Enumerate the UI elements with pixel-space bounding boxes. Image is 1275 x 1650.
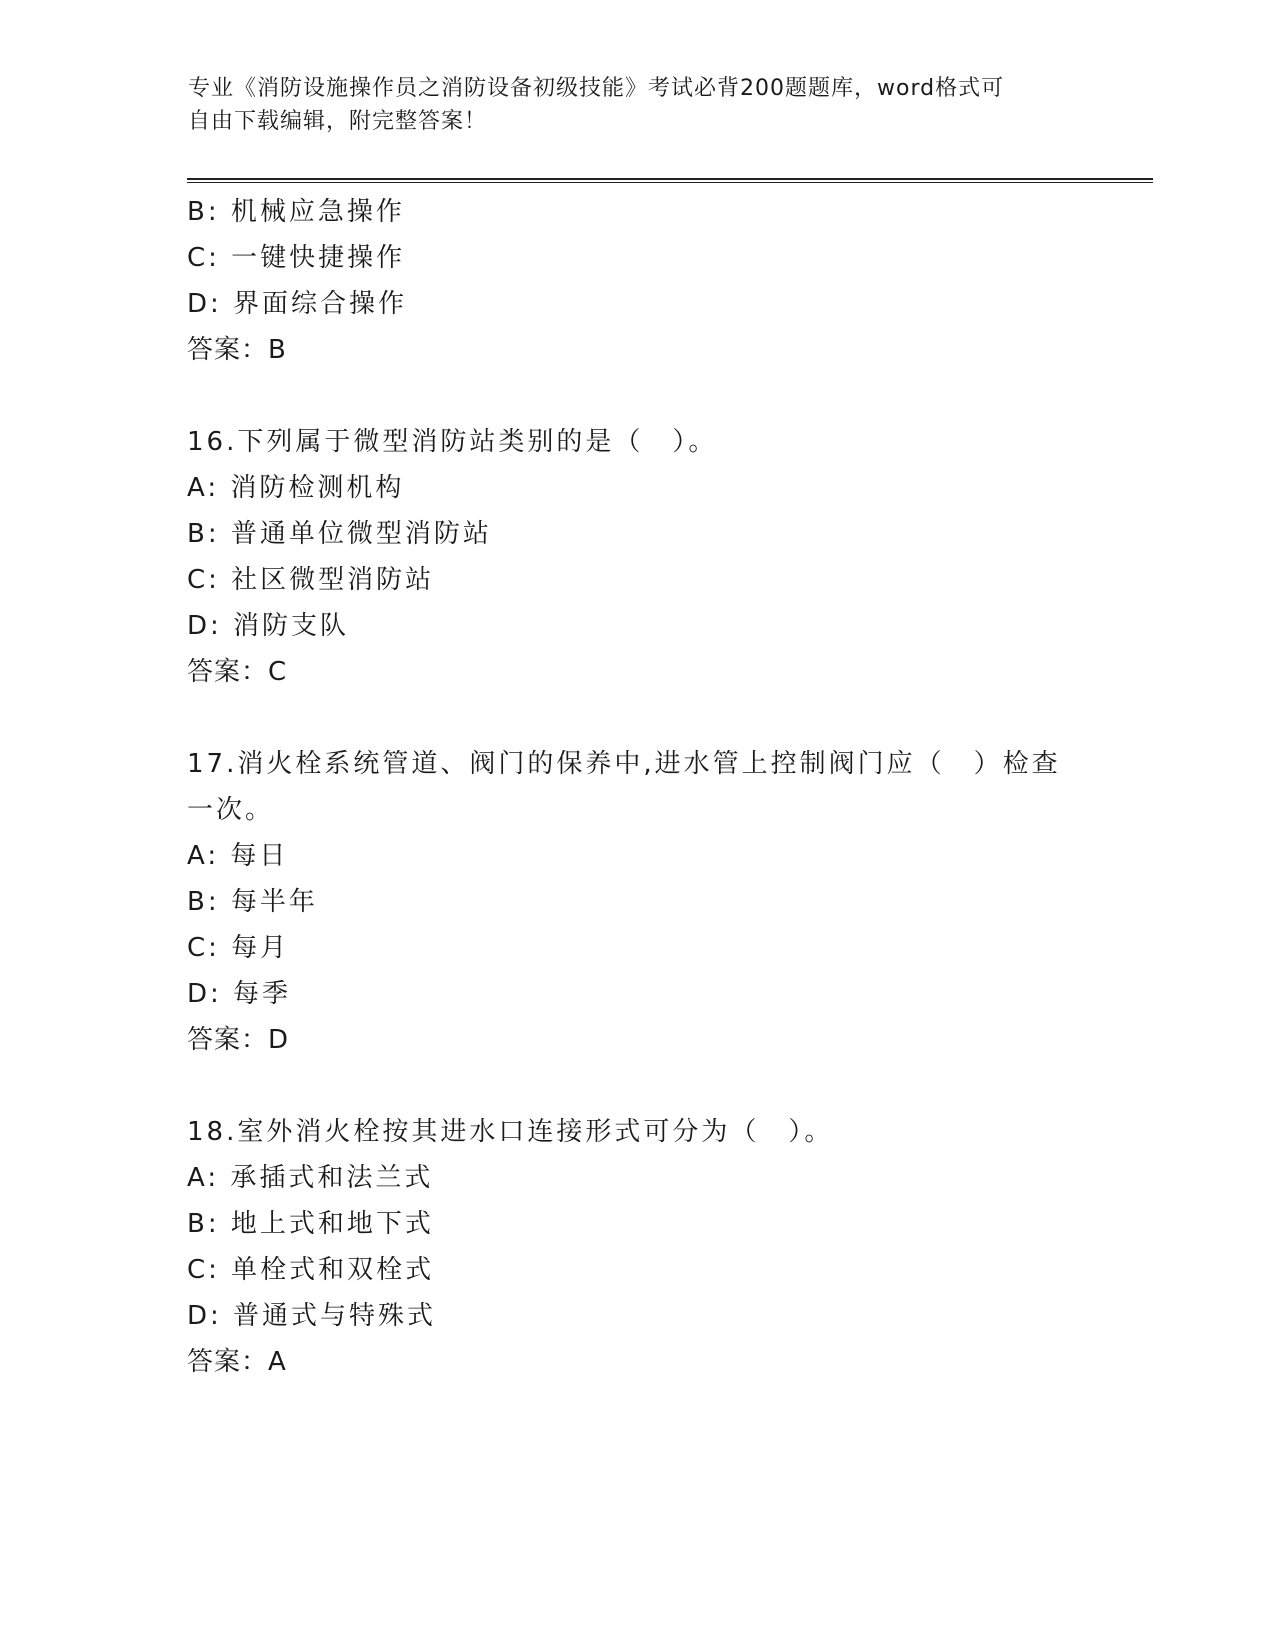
option-d: D: 每季 <box>187 979 292 1009</box>
option-a: A: 承插式和法兰式 <box>187 1163 434 1193</box>
option-d: D: 普通式与特殊式 <box>187 1301 437 1331</box>
question-list <box>187 189 1087 1385</box>
question-16 <box>187 419 1087 695</box>
answer-line: 答案：A <box>187 1347 287 1377</box>
option-b: B: 普通单位微型消防站 <box>187 519 492 549</box>
question-17 <box>187 741 1087 1063</box>
spacer <box>187 1063 1087 1109</box>
answer-line: 答案：C <box>187 657 288 687</box>
spacer <box>187 695 1087 741</box>
question-stem-continued: 一次。 <box>187 795 275 825</box>
answer-line: 答案：B <box>187 335 287 365</box>
option-a: A: 消防检测机构 <box>187 473 405 503</box>
answer-line: 答案：D <box>187 1025 290 1055</box>
question-stem: 17.消火栓系统管道、阀门的保养中,进水管上控制阀门应（ ）检查 <box>187 749 1061 779</box>
question-stem: 16.下列属于微型消防站类别的是（ ）。 <box>187 427 718 457</box>
option-d: D: 消防支队 <box>187 611 350 641</box>
option-c: C: 一键快捷操作 <box>187 243 406 273</box>
option-c: C: 社区微型消防站 <box>187 565 435 595</box>
option-b: B: 地上式和地下式 <box>187 1209 434 1239</box>
option-d: D: 界面综合操作 <box>187 289 408 319</box>
header-line-1: 专业《消防设施操作员之消防设备初级技能》考试必背200题题库，word格式可 <box>188 76 1005 101</box>
header-divider <box>187 178 1153 183</box>
question-stem: 18.室外消火栓按其进水口连接形式可分为（ ）。 <box>187 1117 834 1147</box>
spacer <box>187 373 1087 419</box>
question-18 <box>187 1109 1087 1385</box>
option-b: B: 机械应急操作 <box>187 197 405 227</box>
partial-question <box>187 189 1087 373</box>
option-c: C: 单栓式和双栓式 <box>187 1255 435 1285</box>
option-a: A: 每日 <box>187 841 289 871</box>
option-c: C: 每月 <box>187 933 290 963</box>
header-line-2: 自由下载编辑，附完整答案！ <box>188 109 488 134</box>
document-header <box>188 72 1088 138</box>
option-b: B: 每半年 <box>187 887 318 917</box>
